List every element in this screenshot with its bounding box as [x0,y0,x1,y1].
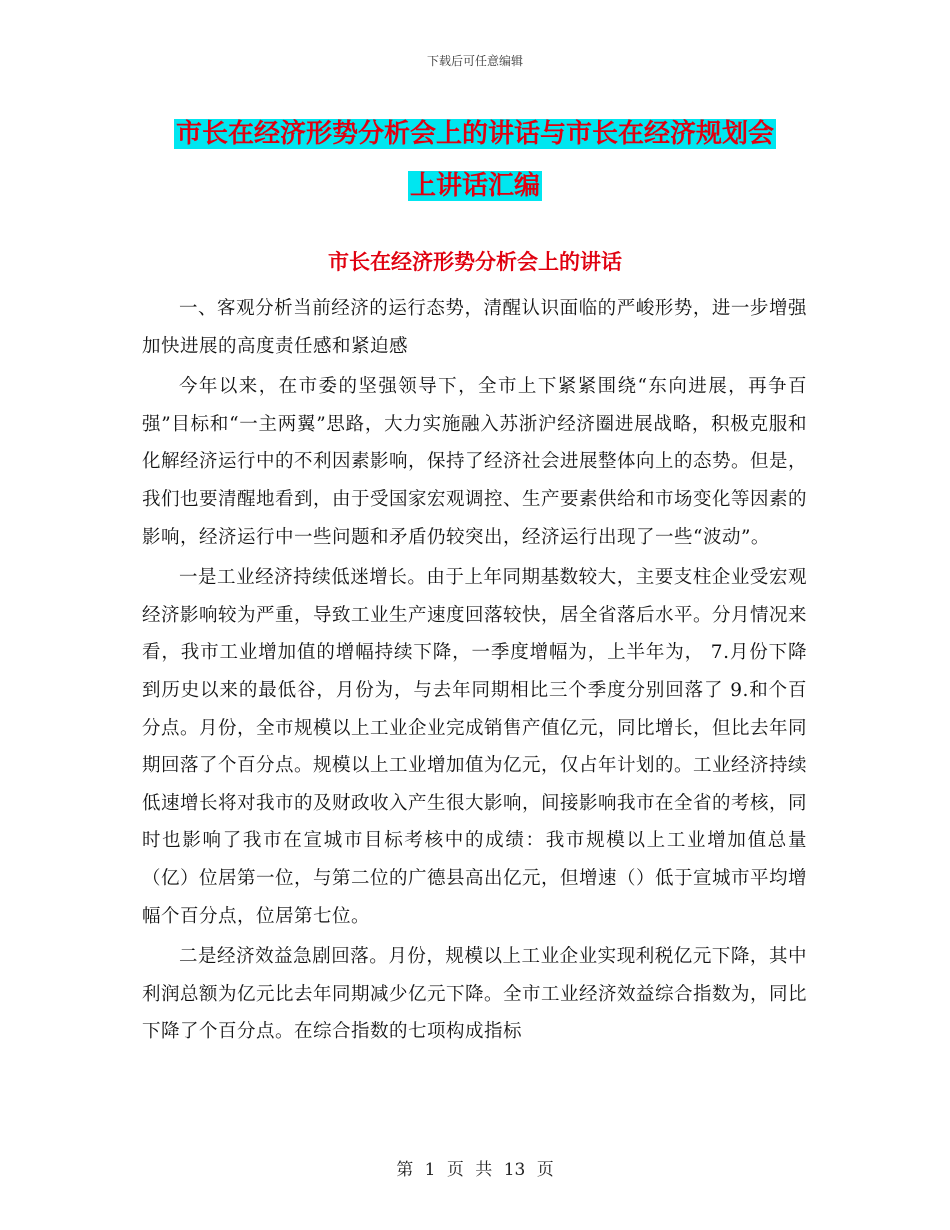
section-title: 市长在经济形势分析会上的讲话 [328,250,622,274]
footer-total-suffix: 页 [536,1160,554,1180]
paragraph: 一、客观分析当前经济的运行态势，清醒认识面临的严峻形势，进一步增强加快进展的高度责任感和紧迫感 [142,298,807,357]
footer-total-pages: 13 [503,1160,526,1180]
body-text [142,290,807,1054]
page-footer [0,1155,950,1180]
document-title-line-1: 市长在经济形势分析会上的讲话与市长在经济规划会 [175,119,774,149]
footer-prefix: 第 [396,1160,414,1180]
footer-current-page: 1 [424,1160,436,1180]
document-title-line-2: 上讲话汇编 [409,171,540,201]
paragraph: 今年以来，在市委的坚强领导下，全市上下紧紧围绕“东向进展，再争百强”目标和“一主两翼”思路，大力实施融入苏浙沪经济圈进展战略，积极克服和化解经济运行中的不利因素影响，保持了经济社会进展整体向上的态势。但是，我们也要清醒地看到，由于受国家宏观调控、生产要素供给和市场变化等因素的影响，经济运行中一些问题和矛盾仍较突出，经济运行出现了一些“波动”。 [142,376,808,548]
document-title [140,108,810,212]
footer-total-prefix: 共 [475,1160,493,1180]
footer-page-word: 页 [446,1160,464,1180]
paragraph: 二是经济效益急剧回落。月份，规模以上工业企业实现利税亿元下降，其中利润总额为亿元比去年同期减少亿元下降。全市工业经济效益综合指数为，同比下降了个百分点。在综合指数的七项构成指标 [142,946,808,1043]
page-header-note: 下载后可任意编辑 [426,54,523,68]
paragraph: 一是工业经济持续低迷增长。由于上年同期基数较大，主要支柱企业受宏观经济影响较为严重，导致工业生产速度回落较快，居全省落后水平。分月情况来看，我市工业增加值的增幅持续下降，一季度增幅为，上半年为， 7.月份下降到历史以来的最低谷，月份为，与去年同期相比三个季度分别回落了 9.和个百分点。月份，全市规模以上工业企业完成销售产值亿元，同比增长，但比去年同期回落了个百分点。规模以上工业增加值为亿元，仅占年计划的。工业经济持续低速增长将对我市的及财政收入产生很大影响，间接影响我市在全省的考核，同时也影响了我市在宣城市目标考核中的成绩：我市规模以上工业增加值总量（亿）位居第一位，与第二位的广德县高出亿元，但增速（）低于宣城市平均增幅个百分点，位居第七位。 [142,567,808,927]
